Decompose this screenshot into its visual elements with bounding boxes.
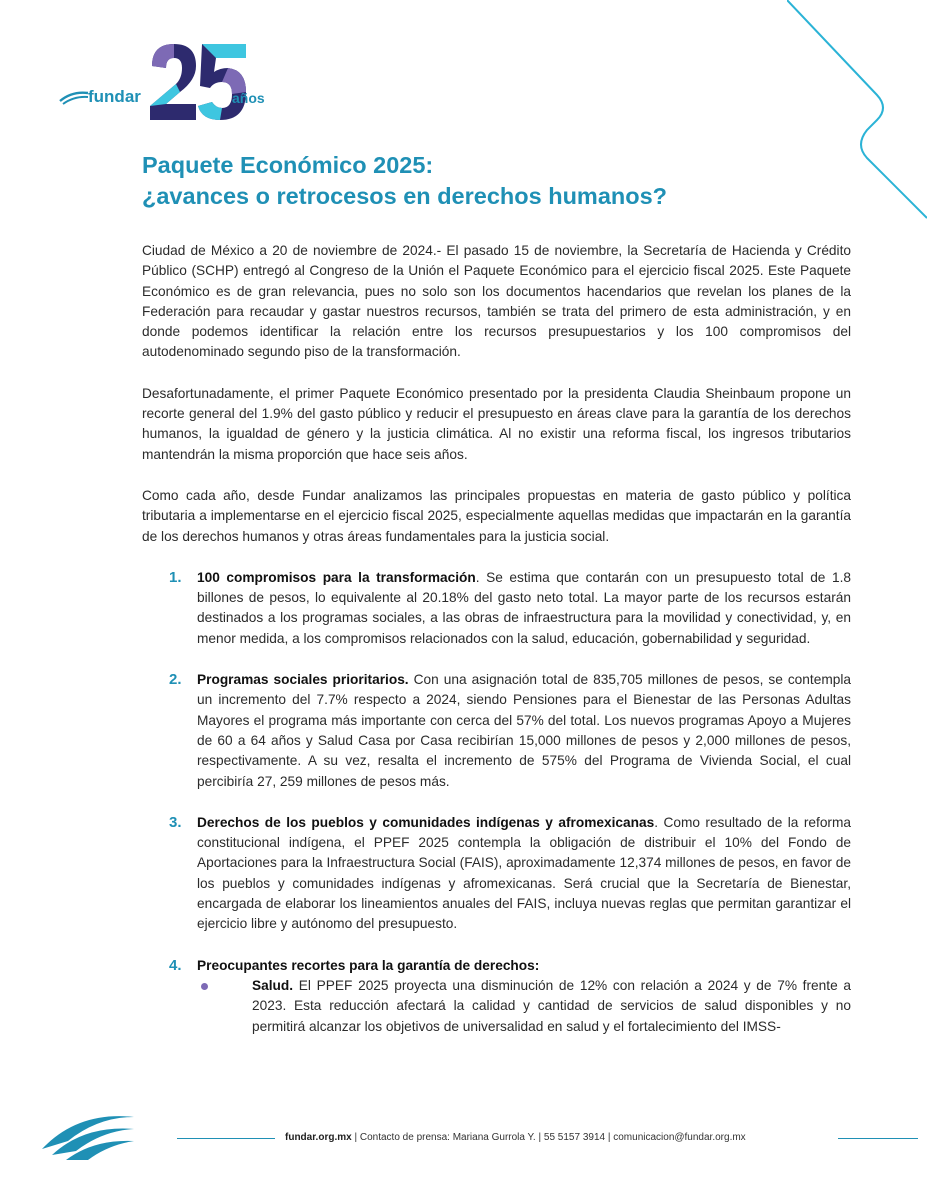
footer-rule-right bbox=[838, 1138, 918, 1139]
intro-paragraph-1: Ciudad de México a 20 de noviembre de 2024.- El pasado 15 de noviembre, la Secretaría de Hacienda y Crédito Público (SCHP) entregó al Congreso de la Unión el Paquete Económico para el ejercicio fiscal 2025. Este Paquete Económico es de gran relevancia, pues no solo son los documentos hacendarios que revelan los planes de la Federación para recaudar y gastar nuestros recursos, también se trata del primero de esta administración, y en donde podemos identificar la relación entre los recursos presupuestarios y los 100 compromisos del autodenominado segundo piso de la transformación. bbox=[142, 243, 851, 360]
item-number: 4. bbox=[169, 956, 182, 974]
page-title bbox=[142, 150, 667, 212]
item-number: 1. bbox=[169, 568, 182, 586]
footer-phone: 55 5157 3914 bbox=[543, 1132, 606, 1143]
sub-item-text: El PPEF 2025 proyecta una disminución de 12% con relación a 2024 y de 7% frente a 2023. Esta reducción afectará la calidad y cantidad de servicios de salud disponibles y no permitirá alcanzar los objetivos de universalidad en salud y el fortalecimiento del IMSS- bbox=[252, 977, 851, 1034]
item-text: . Se estima que contarán con un presupuesto total de 1.8 billones de pesos, lo equivalente al 20.18% del gasto neto total. La mayor parte de los recursos estarán destinados a los programas sociales, a las obras de infraestructura para la movilidad y conectividad, y, en menor medida, a los compromisos relacionados con la salud, educación, gobernabilidad y seguridad. bbox=[197, 569, 851, 646]
bullet-icon bbox=[201, 983, 208, 990]
anniversary-25-graphic bbox=[146, 40, 250, 124]
item-number: 2. bbox=[169, 671, 182, 689]
list-item bbox=[142, 956, 851, 1037]
press-release-body bbox=[142, 241, 851, 1058]
item-text: Con una asignación total de 835,705 millones de pesos, se contempla un incremento del 7.7% respecto a 2024, siendo Pensiones para el Bienestar de las Personas Adultas Mayores el programa más importante con cerca del 57% del total. Los nuevos programas Apoyo a Mujeres de 60 a 64 años y Salud Casa por Casa recibirían 15,000 millones de pesos y 2,000 millones de pesos, respectivamente. A su vez, resalta el incremento de 575% del Programa de Vivienda Social, el cual percibiría 27, 259 millones de pesos más. bbox=[197, 672, 851, 789]
footer-separator: | bbox=[538, 1132, 542, 1143]
sub-item-heading: Salud. bbox=[252, 977, 294, 993]
fundar-25-logo bbox=[58, 40, 288, 125]
footer-separator: | bbox=[354, 1132, 358, 1143]
list-item bbox=[142, 813, 851, 935]
fundar-footer-logo-icon bbox=[38, 1105, 138, 1161]
list-item bbox=[142, 568, 851, 649]
footer-rule-left bbox=[177, 1138, 275, 1139]
corner-decoration bbox=[787, 0, 927, 230]
fundar-wave-icon bbox=[58, 89, 90, 105]
intro-paragraph-3: Como cada año, desde Fundar analizamos las principales propuestas en materia de gasto público y política tributaria a implementarse en el ejercicio fiscal 2025, especialmente aquellas medidas que impactarán en la garantía de los derechos humanos y otras áreas fundamentales para la justicia social. bbox=[142, 487, 851, 544]
logo-wordmark: fundar bbox=[88, 87, 141, 106]
findings-list bbox=[142, 568, 851, 1037]
logo-anos: años bbox=[232, 90, 265, 106]
title-line-2: ¿avances o retrocesos en derechos humanos? bbox=[142, 183, 668, 209]
sub-list-item bbox=[197, 976, 851, 1037]
title-line-1: Paquete Económico 2025: bbox=[142, 152, 434, 178]
footer-website[interactable]: fundar.org.mx bbox=[285, 1132, 352, 1143]
item-heading: Preocupantes recortes para la garantía de derechos: bbox=[197, 957, 540, 973]
item-heading: Programas sociales prioritarios. bbox=[197, 672, 409, 688]
footer-contact bbox=[285, 1132, 746, 1143]
item-heading: 100 compromisos para la transformación bbox=[197, 569, 476, 585]
list-item bbox=[142, 670, 851, 792]
intro-paragraph-2: Desafortunadamente, el primer Paquete Económico presentado por la presidenta Claudia Sheinbaum propone un recorte general del 1.9% del gasto público y reducir el presupuesto en áreas clave para la garantía de los derechos humanos, la igualdad de género y la justicia climática. Al no existir una reforma fiscal, los ingresos tributarios mantendrán la misma proporción que hace seis años. bbox=[142, 385, 851, 462]
item-heading: Derechos de los pueblos y comunidades indígenas y afromexicanas bbox=[197, 814, 655, 830]
cuts-sublist bbox=[197, 976, 851, 1037]
footer-separator: | bbox=[607, 1132, 611, 1143]
item-number: 3. bbox=[169, 813, 182, 831]
item-text: . Como resultado de la reforma constitucional indígena, el PPEF 2025 contempla la obligación de distribuir el 10% del Fondo de Aportaciones para la Infraestructura Social (FAIS), aproximadamente 12,374 millones de pesos, en favor de los pueblos y comunidades indígenas y afromexicanas. Será crucial que la Secretaría de Bienestar, encargada de elaborar los lineamientos anuales del FAIS, incluya nuevas reglas que permitan garantizar el ejercicio libre y autónomo del presupuesto. bbox=[197, 814, 852, 932]
footer-email[interactable]: comunicacion@fundar.org.mx bbox=[613, 1132, 746, 1143]
footer-press-contact: Contacto de prensa: Mariana Gurrola Y. bbox=[359, 1132, 536, 1143]
